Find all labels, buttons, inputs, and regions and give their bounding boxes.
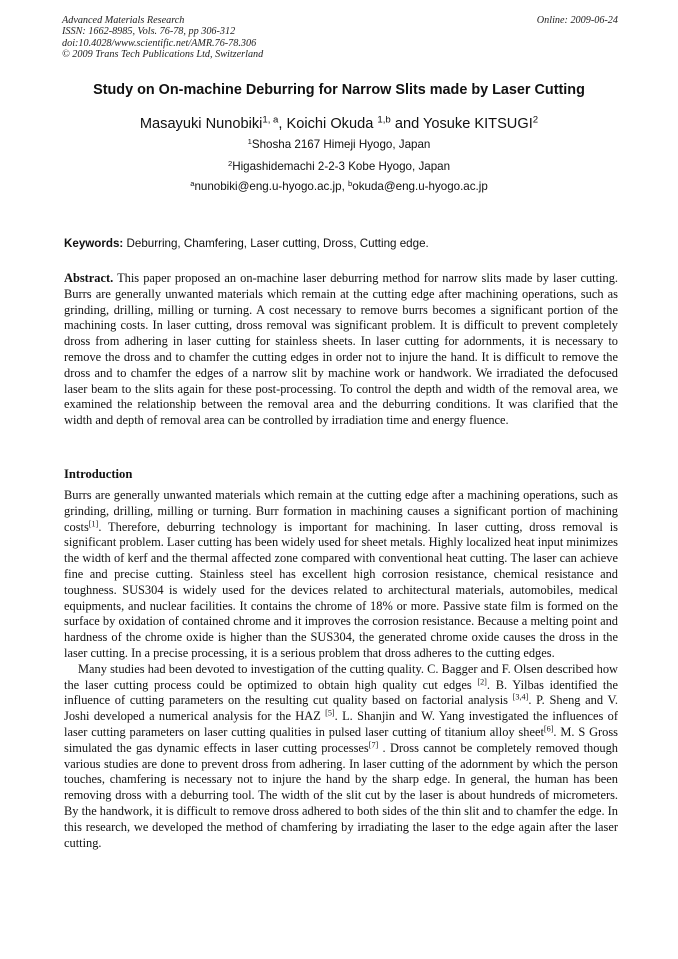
paragraph-text: . Dross cannot be completely removed though various studies are done to prevent dross from adhering. In laser cutting of the adornment by which the person touches, chamfering is necessary not to injure the hand by the sharp edge. In general, the human has been removing dross with a deburring tool. The width of the slit cut by the laser is about hundreds of micrometers. By the handwork, it is difficult to remove dross adhered to both sides of the thin slit and to chamfer the edge. In this research, we developed the method of chamfering by irradiating the laser to the edge again after the laser cutting.	[64, 740, 618, 850]
citation-ref-1: [1]	[88, 519, 99, 529]
paragraph-text: . Therefore, deburring technology is important for machining. In laser cutting, dross removal is significant problem. Laser cutting has been widely used for sheet metals. Highly localized heat input minimizes the width of kerf and the thermal affected zone compared with conventional heat cutting. The laser can achieve fine and precise cutting. Stainless steel has excellent high corrosion resistance, chemical resistance and toughness. SUS304 is widely used for the devices related to architectural materials, automobiles, medical equipments, and nuclear facilities. It contains the chrome of 18% or more. Passive state film is formed on the surface by oxidation of contained chrome and it improves the corrosion resistance. Because a melting point and hardness of the chrome oxide is higher than the SUS304, the generated chrome oxide causes the dross in the laser cutting. In a precise processing, it is a serious problem that dross adheres to the cutting edges.	[64, 519, 618, 660]
author-nunobiki: Masayuki Nunobiki	[139, 116, 263, 132]
author-separator: ,	[278, 116, 287, 132]
email-okuda[interactable]: okuda@eng.u-hyogo.ac.jp	[352, 180, 488, 193]
keywords-text: Deburring, Chamfering, Laser cutting, Dross, Cutting edge.	[123, 237, 429, 250]
paragraph-text: . P. Sheng and V. Joshi developed a numerical analysis for the HAZ	[64, 693, 618, 724]
abstract-paragraph	[64, 271, 618, 429]
introduction-paragraph-1	[64, 488, 618, 662]
affiliation-2	[40, 159, 638, 174]
affiliation-2-mark: 2	[227, 158, 233, 168]
citation-ref-5: [5]	[325, 708, 335, 718]
email-line	[40, 179, 638, 194]
affiliation-1-mark: 1	[247, 136, 252, 146]
email-a-mark: a	[190, 178, 195, 188]
author-list	[40, 114, 638, 134]
citation-ref-6: [6]	[543, 724, 554, 734]
keywords-line	[64, 236, 618, 251]
journal-name: Advanced Materials Research	[62, 15, 185, 26]
abstract-label: Abstract.	[64, 271, 114, 285]
author-kitsugi-affil: 2	[532, 114, 539, 126]
citation-ref-3-4: [3,4]	[512, 692, 529, 702]
citation-ref-2: [2]	[477, 677, 487, 687]
online-date: Online: 2009-06-24	[536, 15, 618, 26]
paragraph-text: . L. Shanjin and W. Yang investigated the influences of laser cutting parameters on laser cutting qualities in pulsed laser cutting of titanium alloy sheet	[64, 709, 619, 739]
affiliation-1	[40, 137, 638, 152]
author-nunobiki-affil: 1, a	[262, 114, 279, 126]
keywords-label: Keywords:	[64, 237, 124, 250]
paragraph-text: . M. S Gross simulated the gas dynamic effects in laser cutting processes	[64, 724, 618, 755]
paragraph-text: . B. Yilbas identified the influence of cutting parameters on the resulting cut quality based on factorial analysis	[64, 677, 618, 708]
paper-title: Study on On-machine Deburring for Narrow Slits made by Laser Cutting	[93, 82, 585, 98]
abstract-text: This paper proposed an on-machine laser deburring method for narrow slits made by laser cutting. Burrs are generally unwanted materials which remain at the cutting edge after machining operations, such as grinding, drilling, milling or turning. A cost necessary to remove burrs becomes a significant portion of the machining costs. In laser cutting, dross removal was significant problem. It is difficult to prevent completely dross from adhering in laser cutting for stainless sheets. In laser cutting for adornments, it is necessary to remove the dross and to chamfer the cutting edges in order not to injure the hand. It is difficult to remove the dross and to chamfer the edges of a narrow slit by machine work or handwork. We irradiated the defocused laser beam to the slits again for these post-processing. To control the depth and width of the removal area, we examined the relationship between the removal area and the deburring conditions. It was clarified that the width and depth of removal area can be controlled by irradiation time and energy fluence.	[64, 271, 618, 428]
introduction-heading: Introduction	[64, 467, 133, 481]
introduction-paragraph-2	[64, 662, 618, 852]
email-nunobiki[interactable]: nunobiki@eng.u-hyogo.ac.jp,	[194, 180, 349, 193]
affiliation-2-text: Higashidemachi 2-2-3 Kobe Hyogo, Japan	[232, 160, 451, 173]
author-okuda-affil: 1,b	[377, 114, 391, 126]
author-okuda: Koichi Okuda	[286, 116, 378, 132]
affiliation-1-text: Shosha 2167 Himeji Hyogo, Japan	[251, 138, 431, 151]
citation-ref-7: [7]	[368, 740, 379, 750]
author-separator: and	[390, 116, 423, 132]
paragraph-text: Burrs are generally unwanted materials which remain at the cutting edge after a machining operations, such as grinding, drilling, milling or turning. Burr formation in machining causes a significant portion of machining costs	[64, 488, 618, 534]
paragraph-text: Many studies had been devoted to investigation of the cutting quality. C. Bagger and F. Olsen described how the laser cutting process could be optimized to obtain high quality cut edges	[64, 661, 618, 692]
doi-line[interactable]: doi:10.4028/www.scientific.net/AMR.76-78.306	[62, 37, 257, 49]
copyright-line: © 2009 Trans Tech Publications Ltd, Switzerland	[62, 49, 264, 61]
email-b-mark: b	[348, 178, 353, 188]
issn-line: ISSN: 1662-8985, Vols. 76-78, pp 306-312	[62, 26, 236, 38]
author-kitsugi: Yosuke KITSUGI	[422, 116, 533, 132]
journal-header	[62, 15, 618, 61]
introduction-body	[64, 488, 618, 851]
